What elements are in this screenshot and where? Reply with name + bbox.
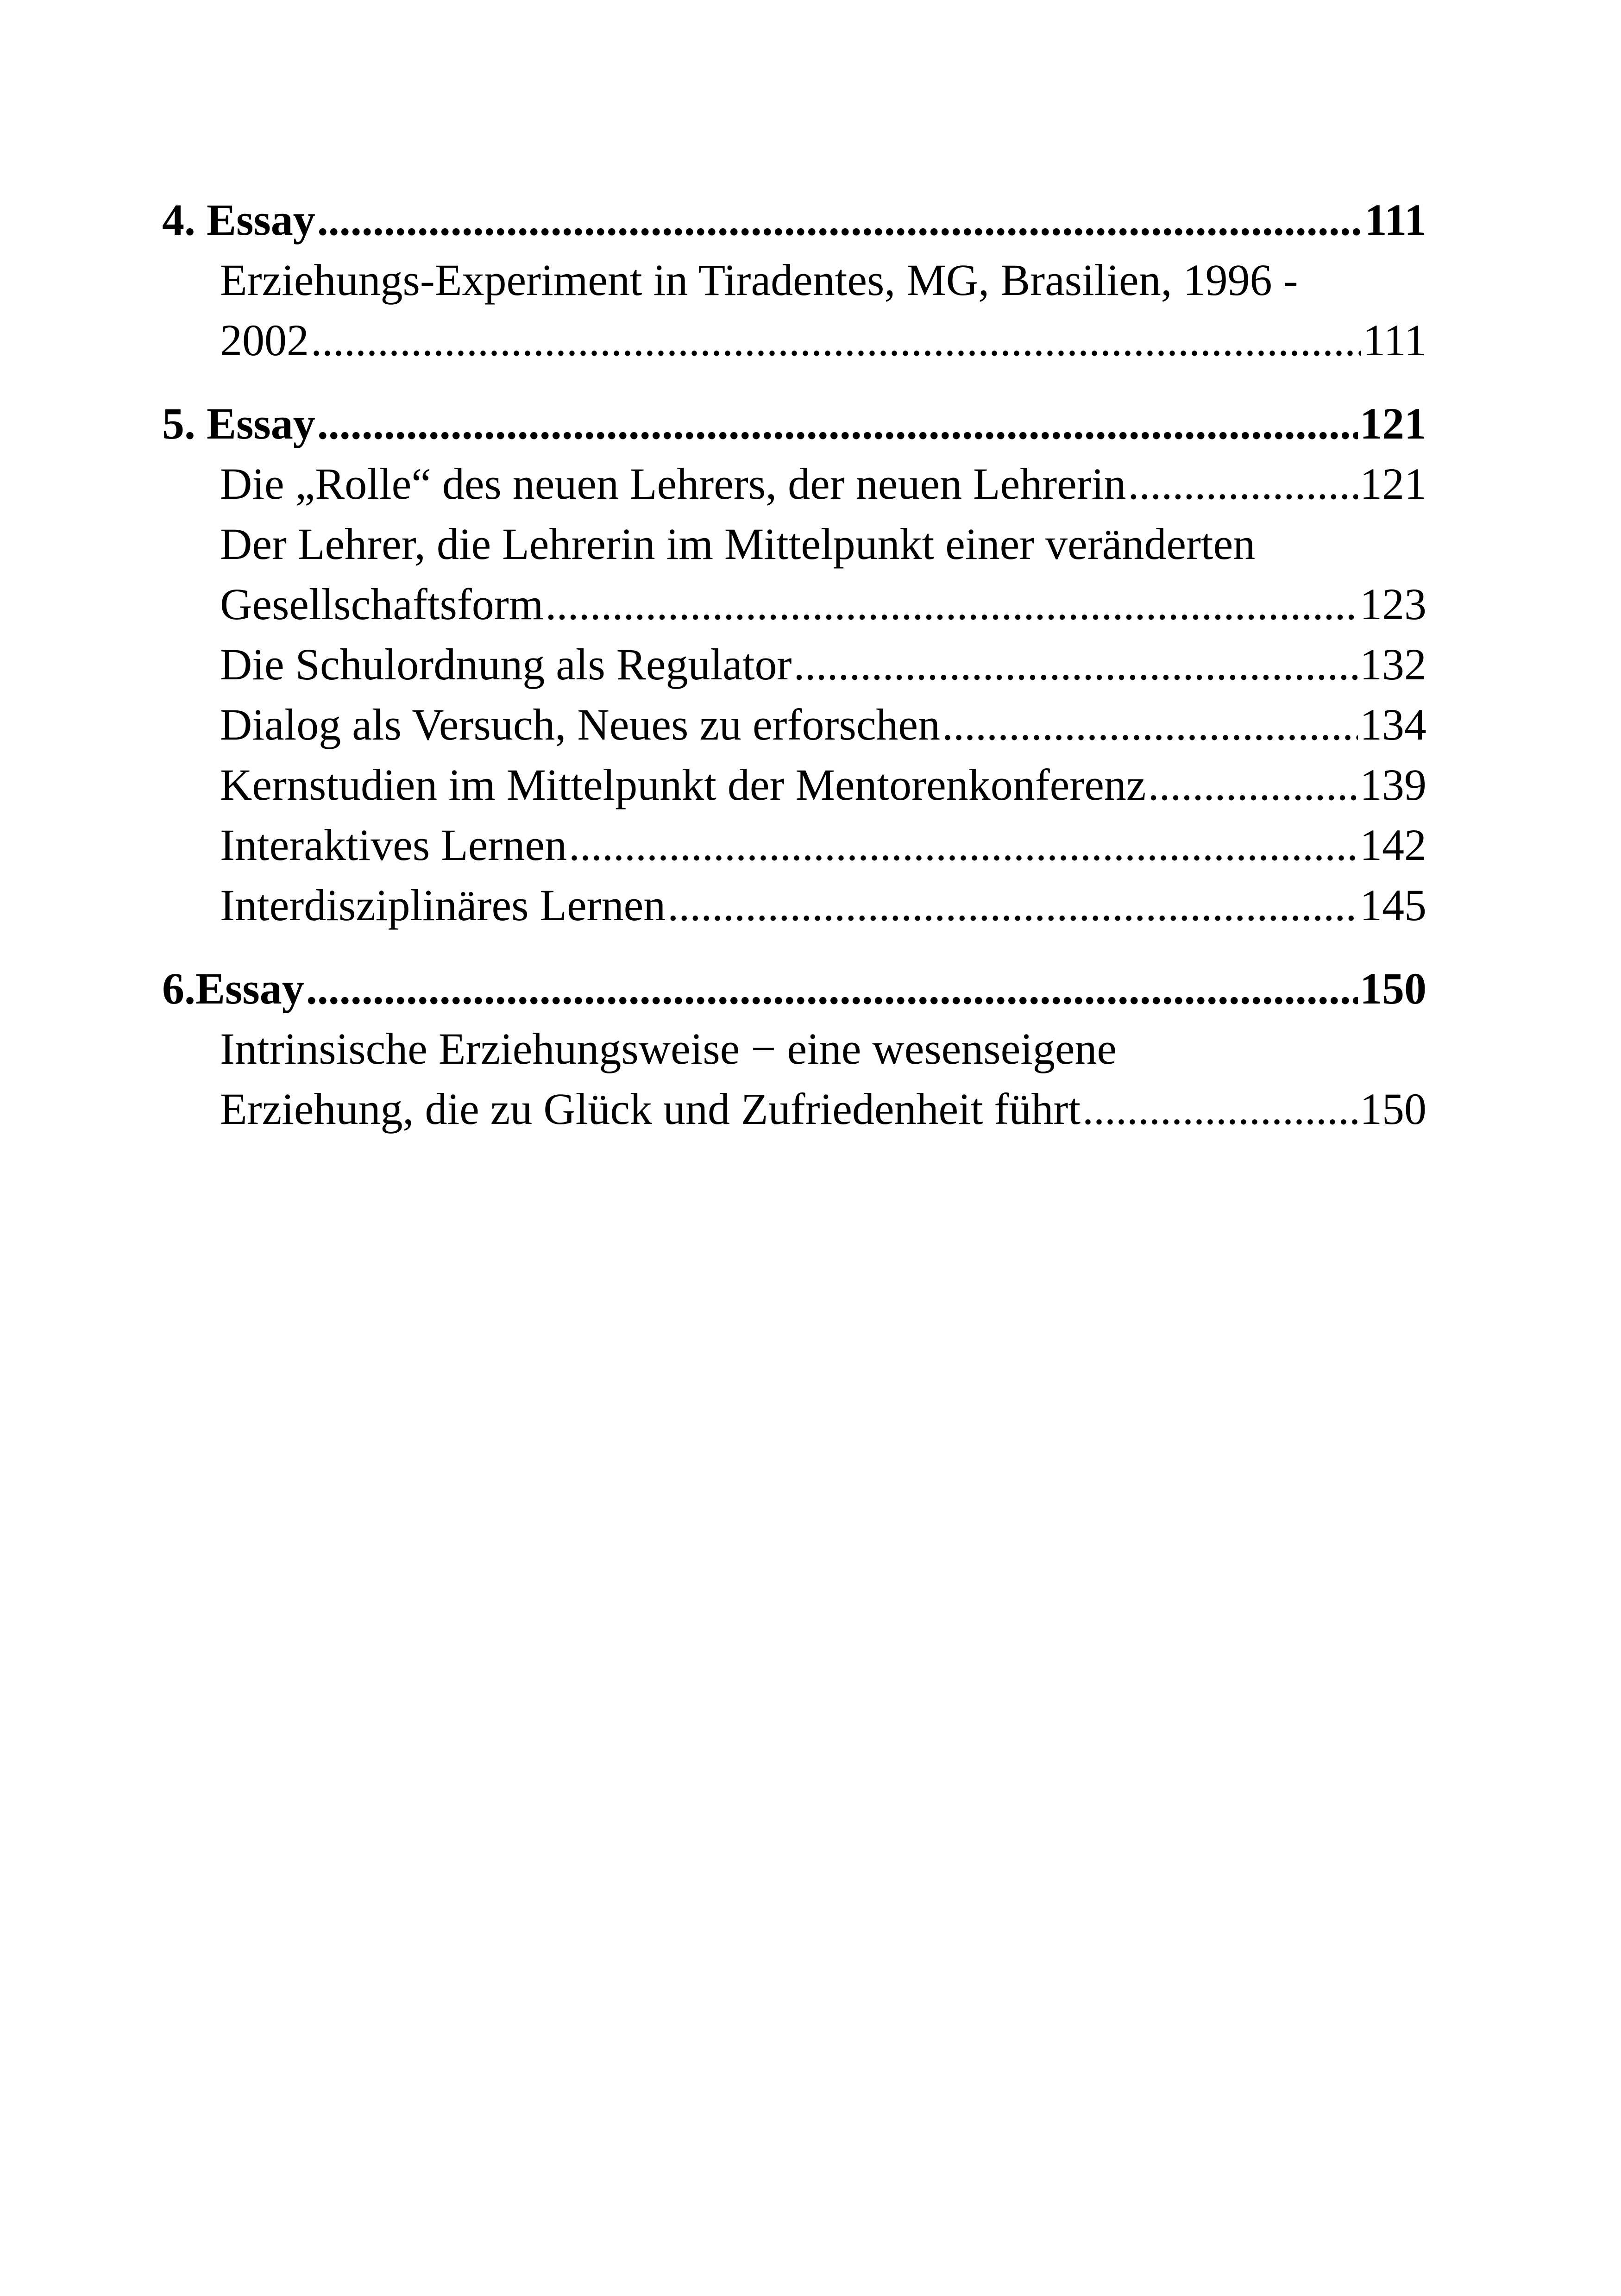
toc-section	[162, 190, 1426, 370]
toc-entry-title: Erziehungs-Experiment in Tiradentes, MG, Brasilien, 1996 -	[220, 255, 1298, 305]
toc-entry[interactable]	[162, 755, 1426, 815]
toc-page-number: 111	[1363, 315, 1426, 365]
dot-leader	[306, 959, 1358, 1019]
toc-entry-title: Die „Rolle“ des neuen Lehrers, der neuen Lehrerin	[220, 459, 1126, 508]
dot-leader	[545, 574, 1358, 634]
toc-entry-title: Interaktives Lernen	[220, 820, 567, 870]
toc-heading[interactable]	[162, 394, 1426, 454]
toc-entry-title: Dialog als Versuch, Neues zu erforschen	[220, 700, 941, 749]
dot-leader	[317, 190, 1363, 250]
toc-heading-title: 5. Essay	[162, 399, 315, 448]
dot-leader	[1128, 454, 1358, 514]
toc-page-number: 139	[1360, 760, 1426, 809]
toc-page-number: 150	[1360, 1084, 1426, 1134]
toc-entry-title: Interdisziplinäres Lernen	[220, 880, 666, 930]
dot-leader	[1082, 1079, 1358, 1139]
toc-entry-title: Intrinsische Erziehungsweise − eine wesenseigene	[220, 1024, 1117, 1073]
toc-entry-line	[162, 514, 1426, 574]
toc-entry-line	[162, 1019, 1426, 1079]
toc-entry-title: Der Lehrer, die Lehrerin im Mittelpunkt einer veränderten	[220, 519, 1256, 569]
toc-entry[interactable]	[162, 574, 1426, 634]
toc-entry-line	[162, 250, 1426, 310]
toc-page-number: 134	[1360, 700, 1426, 749]
toc-section	[162, 394, 1426, 935]
dot-leader	[311, 310, 1361, 370]
toc-page-number: 132	[1360, 640, 1426, 689]
toc-entry-title: Gesellschaftsform	[220, 579, 544, 629]
toc-entry[interactable]	[162, 454, 1426, 514]
toc-entry[interactable]	[162, 695, 1426, 755]
toc-heading-title: 4. Essay	[162, 195, 315, 245]
toc-entry[interactable]	[162, 815, 1426, 875]
table-of-contents	[162, 190, 1426, 1162]
toc-entry-title: Die Schulordnung als Regulator	[220, 640, 792, 689]
toc-heading-title: 6.Essay	[162, 964, 304, 1013]
toc-entry[interactable]	[162, 634, 1426, 695]
toc-page-number: 111	[1364, 195, 1426, 245]
dot-leader	[1148, 755, 1358, 815]
toc-entry-title: Kernstudien im Mittelpunkt der Mentorenkonferenz	[220, 760, 1146, 809]
toc-heading[interactable]	[162, 959, 1426, 1019]
toc-entry-title: Erziehung, die zu Glück und Zufriedenheit führt	[220, 1084, 1081, 1134]
toc-page-number: 150	[1360, 964, 1426, 1013]
toc-page-number: 145	[1360, 880, 1426, 930]
toc-entry[interactable]	[162, 310, 1426, 370]
dot-leader	[317, 394, 1358, 454]
dot-leader	[942, 695, 1358, 755]
toc-entry-title: 2002	[220, 315, 309, 365]
toc-page-number: 142	[1360, 820, 1426, 870]
toc-entry[interactable]	[162, 875, 1426, 935]
toc-page-number: 123	[1360, 579, 1426, 629]
toc-heading[interactable]	[162, 190, 1426, 250]
toc-entry[interactable]	[162, 1079, 1426, 1139]
toc-page-number: 121	[1360, 399, 1426, 448]
dot-leader	[569, 815, 1358, 875]
dot-leader	[667, 875, 1358, 935]
toc-page-number: 121	[1360, 459, 1426, 508]
dot-leader	[793, 634, 1358, 695]
toc-section	[162, 959, 1426, 1139]
